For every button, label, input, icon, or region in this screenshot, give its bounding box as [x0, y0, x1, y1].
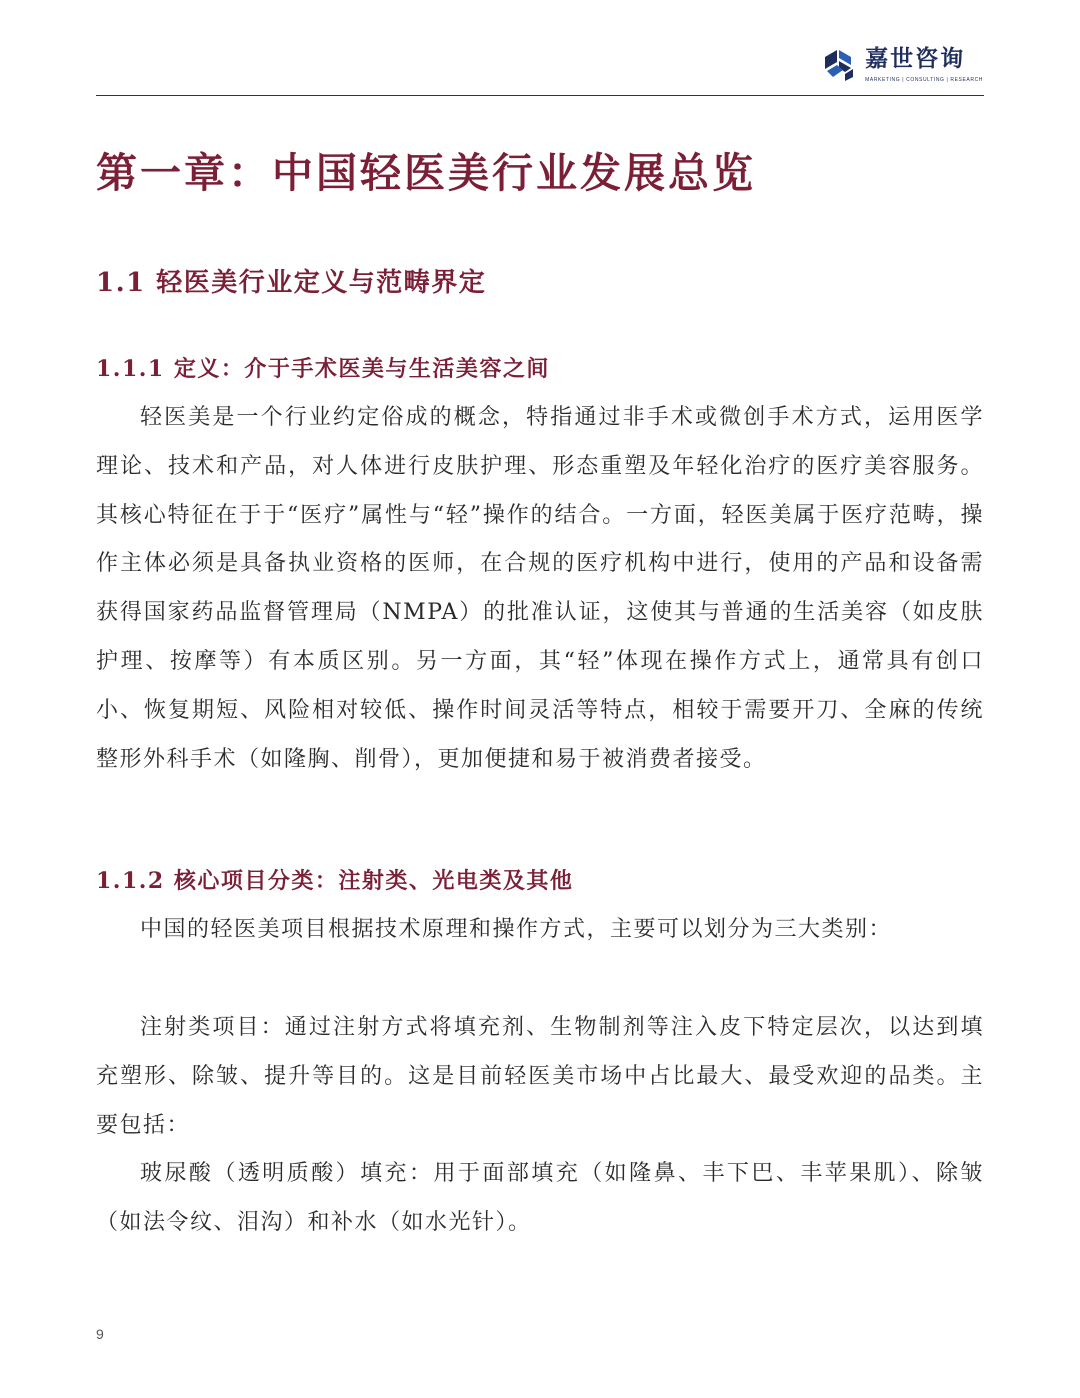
brand-tagline: MARKETING | CONSULTING | RESEARCH — [865, 77, 983, 83]
classification-intro-paragraph: 中国的轻医美项目根据技术原理和操作方式，主要可以划分为三大类别： — [140, 917, 893, 942]
header-divider — [96, 95, 984, 96]
subsection-title-definition: 1.1.1 定义：介于手术医美与生活美容之间 — [96, 356, 550, 382]
brand-name: 嘉世咨询 — [865, 46, 966, 72]
definition-paragraph: 轻医美是一个行业约定俗成的概念，特指通过非手术或微创手术方式，运用医学理论、技术和产品，对人体进行皮肤护理、形态重塑及年轻化治疗的医疗美容服务。其核心特征在于于“医疗”属性与“轻”操作的结合。一方面，轻医美属于医疗范畴，操作主体必须是具备执业资格的医师，在合规的医疗机构中进行，使用的产品和设备需获得国家药品监督管理局（NMPA）的批准认证，这使其与普通的生活美容（如皮肤护理、按摩等）有本质区别。另一方面，其“轻”体现在操作方式上，通常具有创口小、恢复期短、风险相对较低、操作时间灵活等特点，相较于需要开刀、全麻的传统整形外科手术（如隆胸、削骨），更加便捷和易于被消费者接受。 — [96, 405, 984, 772]
chapter-title: 第一章：中国轻医美行业发展总览 — [96, 149, 756, 197]
jiashi-logo-icon — [823, 48, 857, 82]
subsection-title-classification: 1.1.2 核心项目分类：注射类、光电类及其他 — [96, 868, 574, 894]
brand-logo — [823, 44, 983, 83]
hyaluronic-acid-paragraph: 玻尿酸（透明质酸）填充：用于面部填充（如隆鼻、丰下巴、丰苹果肌）、除皱（如法令纹、泪沟）和补水（如水光针）。 — [96, 1161, 984, 1235]
section-title: 1.1 轻医美行业定义与范畴界定 — [96, 268, 487, 298]
injection-category-paragraph: 注射类项目：通过注射方式将填充剂、生物制剂等注入皮下特定层次，以达到填充塑形、除皱、提升等目的。这是目前轻医美市场中占比最大、最受欢迎的品类。主要包括： — [96, 1015, 984, 1138]
page-number: 9 — [96, 1326, 104, 1342]
